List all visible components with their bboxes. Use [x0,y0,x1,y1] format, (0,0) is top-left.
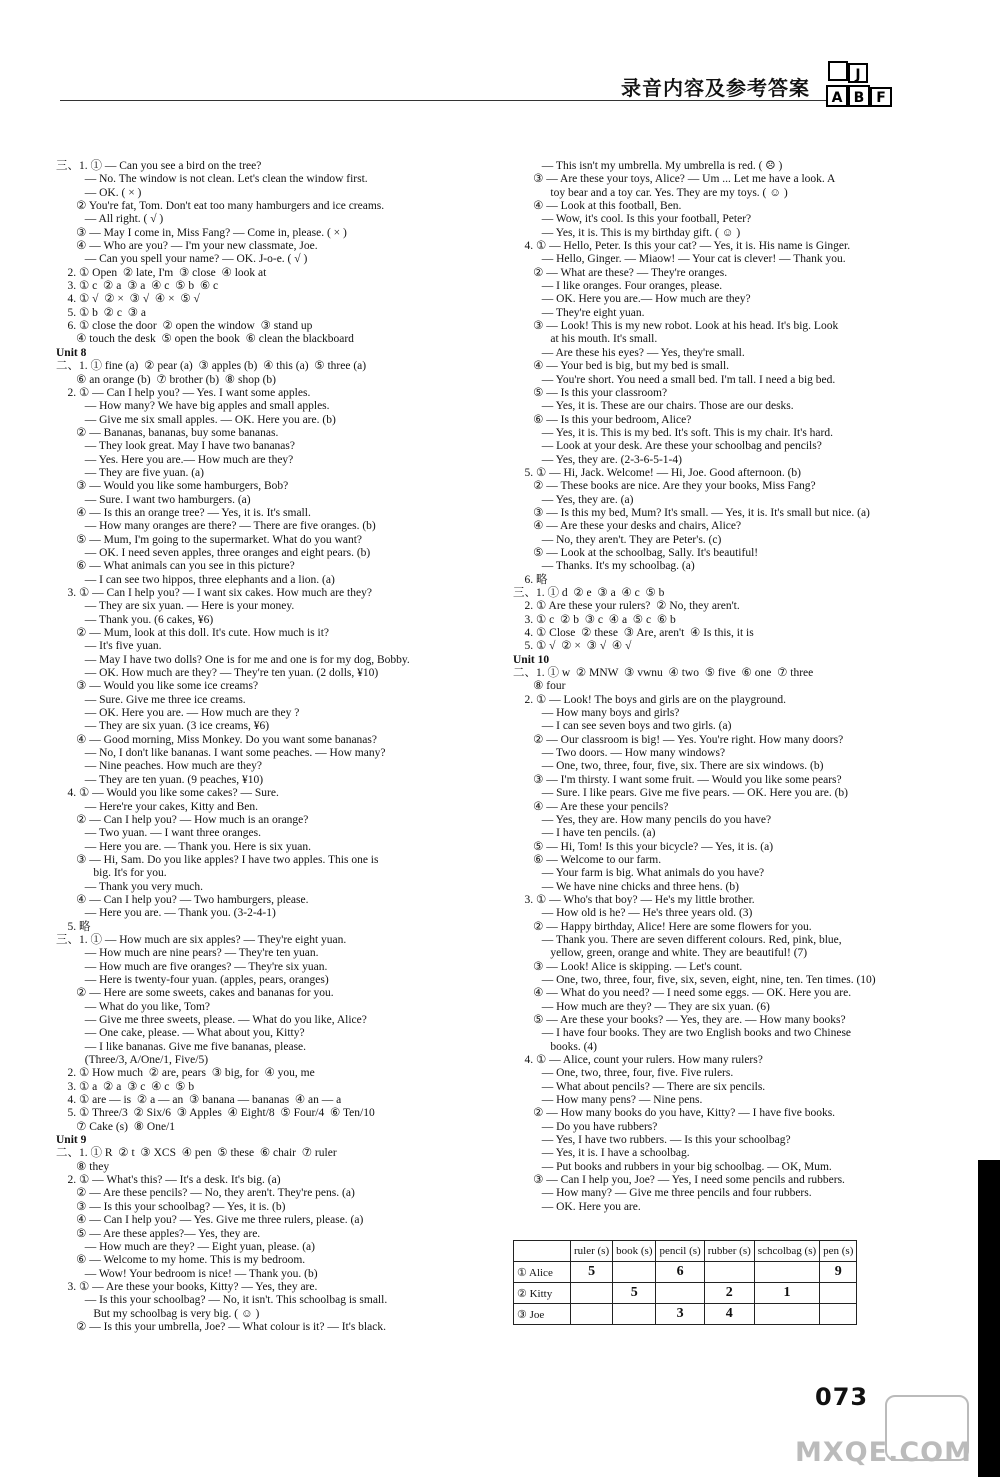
table-cell [704,1262,754,1283]
answer-line: — One, two, three, four, five, six, seven, eight, nine, ten. Ten times. (10) [513,973,876,986]
answer-line: — Give me three sweets, please. — What do you like, Alice? [56,1014,367,1026]
answer-line: — Wow, it's cool. Is this your football, Peter? [513,213,752,226]
answer-line: — Here're your cakes, Kitty and Ben. [56,800,258,813]
answer-line: ⑧ four [513,680,566,693]
answer-line: ② You're fat, Tom. Don't eat too many hamburgers and ice creams. [56,200,385,213]
answer-line: — Give me six small apples. — OK. Here you are. (b) [56,413,336,426]
answer-line: 三、1. ① — Can you see a bird on the tree? [56,160,262,172]
answer-line: — Thanks. It's my schoolbag. (a) [513,560,695,573]
answer-line: — Yes, they are. (2-3-6-5-1-4) [513,453,682,466]
answer-line: — Yes. Here you are.— How much are they? [56,453,294,466]
answer-line: 5. ① b ② c ③ a [56,306,147,319]
answer-line: — Sure. Give me three ice creams. [56,693,246,706]
table-header-cell: book (s) [613,1241,656,1262]
answer-line: — Wow! Your bedroom is nice! — Thank you. (b) [56,1267,318,1280]
table-row [514,1283,857,1304]
table-cell [754,1262,819,1283]
answer-line: — I can see two hippos, three elephants and a lion. (a) [56,573,335,586]
table-header-cell: rubber (s) [704,1241,754,1262]
answer-line: — It's five yuan. [56,640,162,653]
answer-line: 2. ① — What's this? — It's a desk. It's big. (a) [56,1174,281,1187]
answer-line: — Yes, it is. I have a schoolbag. [513,1147,690,1160]
answer-line: 2. ① — Look! The boys and girls are on the playground. [513,693,786,706]
table-cell [820,1304,857,1325]
answer-line: — OK. How much are they? — They're ten yuan. (2 dolls, ¥10) [56,667,379,680]
answer-line: — Your farm is big. What animals do you have? [513,867,765,880]
answer-line: — Here is twenty-four yuan. (apples, pears, oranges) [56,973,329,986]
answer-line: ③ — Would you like some hamburgers, Bob? [56,480,289,493]
answer-line: — What about pencils? — There are six pencils. [513,1080,766,1093]
table-header-cell: ruler (s) [571,1241,613,1262]
answer-line: — Yes, it is. These are our chairs. Those are our desks. [513,400,794,413]
table-cell [571,1304,613,1325]
answer-line: 4. ① — Alice, count your rulers. How many rulers? [513,1054,763,1067]
answer-line: — One, two, three, four, five, six. There are six windows. (b) [513,760,824,773]
answer-line: But my schoolbag is very big. ( ☺ ) [56,1307,260,1320]
answer-line: — Sure. I want two hamburgers. (a) [56,493,251,506]
answer-line: 4. ① Close ② these ③ Are, aren't ④ Is this, it is [513,627,754,640]
answer-line: — OK. ( × ) [56,186,142,199]
answer-line: — Are these his eyes? — Yes, they're small. [513,346,745,359]
answer-line: 6. ① close the door ② open the window ③ stand up [56,320,313,333]
table-header-cell [514,1241,571,1262]
answer-line: — Can you spell your name? — OK. J-o-e. ( √ ) [56,253,308,266]
answer-line: — This isn't my umbrella. My umbrella is red. ( ☹ ) [513,160,783,172]
answer-line: ⑤ — Look at the schoolbag, Sally. It's beautiful! [513,546,759,559]
table-cell: 4 [704,1304,754,1325]
answer-line: ② — Can I help you? — How much is an orange? [56,813,309,826]
answer-line: — OK. I need seven apples, three oranges and eight pears. (b) [56,546,371,559]
answer-line: 4. ① √ ② × ③ √ ④ × ⑤ √ [56,293,200,306]
answer-line: 二、1. ① fine (a) ② pear (a) ③ apples (b) ④ this (a) ⑤ three (a) [56,360,367,373]
page-number: 073 [815,1383,869,1411]
answer-line: — Yes, it is. This is my bed. It's soft. This is my chair. It's hard. [513,426,833,439]
answer-line: — Two doors. — How many windows? [513,747,726,760]
answer-line: — No, they aren't. They are Peter's. (c) [513,533,722,546]
answer-line: 三、1. ① d ② e ③ a ④ c ⑤ b [513,587,665,599]
jabf-logo-icon [825,60,905,110]
answer-line: 5. 略 [56,920,91,933]
answer-line: ② — Our classroom is big! — Yes. You're right. How many doors? [513,733,844,746]
answer-line: 3. ① — Can I help you? — I want six cakes. How much are they? [56,587,372,599]
answer-line: — No. The window is not clean. Let's clean the window first. [56,173,368,186]
answer-line: ⑥ — Is this your bedroom, Alice? [513,413,692,426]
answer-line: — How much are they? — Eight yuan, please. (a) [56,1240,315,1253]
answer-line: — Here you are. — Thank you. (3-2-4-1) [56,907,276,920]
answer-line: yellow, green, orange and white. They are beautiful! (7) [513,947,808,960]
answer-line: — Hello, Ginger. — Miaow! — Your cat is clever! — Thank you. [513,253,846,266]
answer-line: — How much are nine pears? — They're ten yuan. [56,947,319,960]
answer-line: — I like oranges. Four oranges, please. [513,280,723,293]
table-cell: ① Alice [514,1262,571,1283]
table-header-row [514,1241,857,1262]
table-cell: ② Kitty [514,1283,571,1304]
page-header [60,60,940,120]
answer-line: — Do you have rubbers? [513,1120,658,1133]
answer-line: ② — Is this your umbrella, Joe? — What colour is it? — It's black. [56,1320,386,1333]
table-cell [754,1304,819,1325]
answer-line: 6. 略 [513,573,548,586]
answer-line: 3. ① — Who's that boy? — He's my little brother. [513,893,755,906]
answer-line: — How many oranges are there? — There are five oranges. (b) [56,520,376,533]
answer-line: 5. ① Three/3 ② Six/6 ③ Apples ④ Eight/8 ⑤ Four/4 ⑥ Ten/10 [56,1107,375,1120]
answer-line: 3. ① — Are these your books, Kitty? — Yes, they are. [56,1280,318,1293]
answer-line: — Yes, they are. (a) [513,493,634,506]
table-cell: 1 [754,1283,819,1304]
answer-line: — How much are they? — They are six yuan. (6) [513,1000,770,1013]
table-header-cell: pencil (s) [656,1241,704,1262]
answer-line: — All right. ( √ ) [56,213,164,226]
answer-line: ② — Happy birthday, Alice! Here are some flowers for you. [513,920,812,933]
answer-line: 3. ① c ② a ③ a ④ c ⑤ b ⑥ c [56,280,219,293]
unit-heading: Unit 10 [513,653,550,666]
answer-line: ③ — Hi, Sam. Do you like apples? I have two apples. This one is [56,853,379,866]
answer-line: — May I have two dolls? One is for me and one is for my dog, Bobby. [56,653,410,666]
answer-line: — Two yuan. — I want three oranges. [56,827,261,840]
answer-line: — Sure. I like pears. Give me five pears. — OK. Here you are. (b) [513,787,848,800]
table-header-cell: schcolbag (s) [754,1241,819,1262]
answer-line: ⑤ — Are these apples?— Yes, they are. [56,1227,261,1240]
answer-line: — They look great. May I have two bananas? [56,440,295,453]
answer-line: ④ — Can I help you? — Two hamburgers, please. [56,893,309,906]
answer-line: ④ — Can I help you? — Yes. Give me three rulers, please. (a) [56,1214,364,1227]
answer-line: 3. ① c ② b ③ c ④ a ⑤ c ⑥ b [513,613,676,626]
answer-line: — How many? — Give me three pencils and four rubbers. [513,1187,812,1200]
answer-line: ④ — Who are you? — I'm your new classmate, Joe. [56,240,318,253]
answer-line: ③ — Would you like some ice creams? [56,680,259,693]
logo-letter: J [855,67,861,83]
answer-line: — Put books and rubbers in your big schoolbag. — OK, Mum. [513,1160,832,1173]
answer-line: ④ — Is this an orange tree? — Yes, it is. It's small. [56,506,311,519]
table-cell: 3 [656,1304,704,1325]
answer-line: ③ — I'm thirsty. I want some fruit. — Would you like some pears? [513,773,842,786]
answer-line: — OK. Here you are. — How much are they ? [56,707,300,720]
answer-line: — How many? We have big apples and small apples. [56,400,330,413]
answer-line: 4. ① — Hello, Peter. Is this your cat? — Yes, it is. His name is Ginger. [513,240,851,253]
answer-line: — One, two, three, four, five. Five rulers. [513,1067,734,1080]
unit-heading: Unit 9 [56,1134,87,1147]
table-cell: 5 [613,1283,656,1304]
answer-line: — I can see seven boys and two girls. (a) [513,720,732,733]
answer-line: ④ — Look at this football, Ben. [513,200,682,213]
answer-line: 5. ① √ ② × ③ √ ④ √ [513,640,632,653]
answer-line: — Is this your schoolbag? — No, it isn't. This schoolbag is small. [56,1294,388,1307]
answer-line: 2. ① Open ② late, I'm ③ close ④ look at [56,266,267,279]
answer-line: ② — What are these? — They're oranges. [513,266,728,279]
answer-line: 4. ① — Would you like some cakes? — Sure. [56,787,279,800]
answer-line: ② — How many books do you have, Kitty? — I have five books. [513,1107,836,1120]
answer-line: 3. ① a ② a ③ c ④ c ⑤ b [56,1080,195,1093]
answer-line: — OK. Here you are.— How much are they? [513,293,751,306]
logo-letter: A [831,90,843,106]
answer-line: ③ — Are these your toys, Alice? — Um ... Let me have a look. A [513,173,836,186]
answer-line: ④ — What do you need? — I need some eggs. — OK. Here you are. [513,987,852,1000]
answer-line: — They are ten yuan. (9 peaches, ¥10) [56,773,264,786]
answer-line: ⑦ Cake (s) ⑧ One/1 [56,1120,175,1133]
answer-line: — No, I don't like bananas. I want some peaches. — How many? [56,747,386,760]
answer-line: 5. ① — Hi, Jack. Welcome! — Hi, Joe. Good afternoon. (b) [513,466,801,479]
table-cell [656,1283,704,1304]
answer-line: ④ touch the desk ⑤ open the book ⑥ clean the blackboard [56,333,354,346]
answer-line: 2. ① Are these your rulers? ② No, they aren't. [513,600,740,613]
answer-line: — Yes, I have two rubbers. — Is this your schoolbag? [513,1134,791,1147]
table-cell: 2 [704,1283,754,1304]
answer-line: ③ — May I come in, Miss Fang? — Come in, please. ( × ) [56,226,347,239]
answer-line: — One cake, please. — What about you, Kitty? [56,1027,305,1040]
table-cell: ③ Joe [514,1304,571,1325]
answer-line: — How much are five oranges? — They're six yuan. [56,960,328,973]
table-row [514,1262,857,1283]
answer-line: — I have four books. They are two English books and two Chinese [513,1027,852,1040]
answer-line: ③ — Can I help you, Joe? — Yes, I need some pencils and rubbers. [513,1174,845,1187]
answer-line: ② — Are these pencils? — No, they aren't. They're pens. (a) [56,1187,355,1200]
answer-line: — Yes, they are. How many pencils do you have? [513,813,772,826]
table-row [514,1304,857,1325]
answer-line: ② — These books are nice. Are they your books, Miss Fang? [513,480,816,493]
answer-line: 2. ① — Can I help you? — Yes. I want some apples. [56,386,311,399]
answer-line: ② — Mum, look at this doll. It's cute. How much is it? [56,627,330,640]
answer-line: — How many boys and girls? [513,707,680,720]
answer-line: — Nine peaches. How much are they? [56,760,262,773]
answer-line: — Yes, it is. This is my birthday gift. ( ☺ ) [513,226,741,239]
answer-line: ② — Bananas, bananas, buy some bananas. [56,426,279,439]
answer-line: ③ — Look! This is my new robot. Look at his head. It's big. Look [513,320,839,333]
answer-line: books. (4) [513,1040,598,1053]
answer-line: — They're eight yuan. [513,306,645,319]
table-cell [613,1304,656,1325]
answer-line: — Thank you. There are seven different colours. Red, pink, blue, [513,933,842,946]
answer-line: — Here you are. — Thank you. Here is six yuan. [56,840,311,853]
answer-line: 2. ① How much ② are, pears ③ big, for ④ you, me [56,1067,315,1080]
answer-line: — Look at your desk. Are these your schoolbag and pencils? [513,440,822,453]
answer-line: toy bear and a toy car. Yes. They are my toys. ( ☺ ) [513,186,788,199]
answer-line: — How old is he? — He's three years old. (3) [513,907,753,920]
answer-line: ⑤ — Mum, I'm going to the supermarket. What do you want? [56,533,363,546]
score-table [513,1240,857,1325]
answer-line: big. It's for you. [56,867,167,880]
logo-letter: F [876,90,886,106]
table-cell [820,1283,857,1304]
table-cell [571,1283,613,1304]
answer-line: ③ — Is this my bed, Mum? It's small. — Yes, it is. It's small but nice. (a) [513,506,870,519]
logo-letter: B [853,90,865,106]
answer-line: — They are six yuan. — Here is your money. [56,600,295,613]
left-column [56,160,486,1334]
table-header-cell: pen (s) [820,1241,857,1262]
answer-line: — They are five yuan. (a) [56,466,204,479]
right-column [513,160,923,1214]
answer-line: 二、1. ① R ② t ③ XCS ④ pen ⑤ these ⑥ chair ⑦ ruler [56,1147,337,1160]
answer-line: — We have nine chicks and three hens. (b) [513,880,739,893]
answer-line: — I like bananas. Give me five bananas, please. [56,1040,307,1053]
answer-line: ④ — Good morning, Miss Monkey. Do you want some bananas? [56,733,377,746]
table-cell: 6 [656,1262,704,1283]
unit-heading: Unit 8 [56,346,87,359]
answer-line: ③ — Is this your schoolbag? — Yes, it is. (b) [56,1200,286,1213]
table-cell: 9 [820,1262,857,1283]
answer-line: ③ — Look! Alice is skipping. — Let's count. [513,960,743,973]
answer-line: ④ — Your bed is big, but my bed is small. [513,360,730,373]
answer-line: — They are six yuan. (3 ice creams, ¥6) [56,720,270,733]
answer-line: — OK. Here you are. [513,1200,641,1213]
answer-line: ⑥ — What animals can you see in this picture? [56,560,295,573]
page-edge-bar [978,1160,1000,1477]
answer-line: ⑥ — Welcome to my home. This is my bedroom. [56,1254,306,1267]
answer-line: ⑤ — Is this your classroom? [513,386,668,399]
answer-line: — You're short. You need a small bed. I'm tall. I need a big bed. [513,373,836,386]
answer-line: 三、1. ① — How much are six apples? — They're eight yuan. [56,933,347,946]
table-cell: 5 [571,1262,613,1283]
answer-line: — Thank you very much. [56,880,204,893]
watermark-text: MXQE.COM [795,1437,972,1468]
answer-line: 二、1. ① w ② MNW ③ vwnu ④ two ⑤ five ⑥ one ⑦ three [513,667,814,680]
page-title: 录音内容及参考答案 [621,76,810,100]
answer-line: ⑤ — Are these your books? — Yes, they are. — How many books? [513,1014,846,1026]
answer-line: 4. ① are — is ② a — an ③ banana — bananas ④ an — a [56,1094,342,1107]
answer-line: at his mouth. It's small. [513,333,658,346]
table-cell [613,1262,656,1283]
answer-line: — How many pens? — Nine pens. [513,1094,703,1107]
answer-line: ④ — Are these your desks and chairs, Alice? [513,520,742,533]
answer-line: ⑧ they [56,1160,110,1173]
answer-line: ⑥ an orange (b) ⑦ brother (b) ⑧ shop (b) [56,373,276,386]
answer-line: (Three/3, A/One/1, Five/5) [56,1054,209,1067]
answer-line: — I have ten pencils. (a) [513,827,656,840]
answer-line: ② — Here are some sweets, cakes and bananas for you. [56,987,334,1000]
answer-line: ⑤ — Hi, Tom! Is this your bicycle? — Yes, it is. (a) [513,840,774,853]
answer-line: — What do you like, Tom? [56,1000,211,1013]
answer-line: — Thank you. (6 cakes, ¥6) [56,613,214,626]
answer-line: ⑥ — Welcome to our farm. [513,853,662,866]
answer-line: ④ — Are these your pencils? [513,800,669,813]
